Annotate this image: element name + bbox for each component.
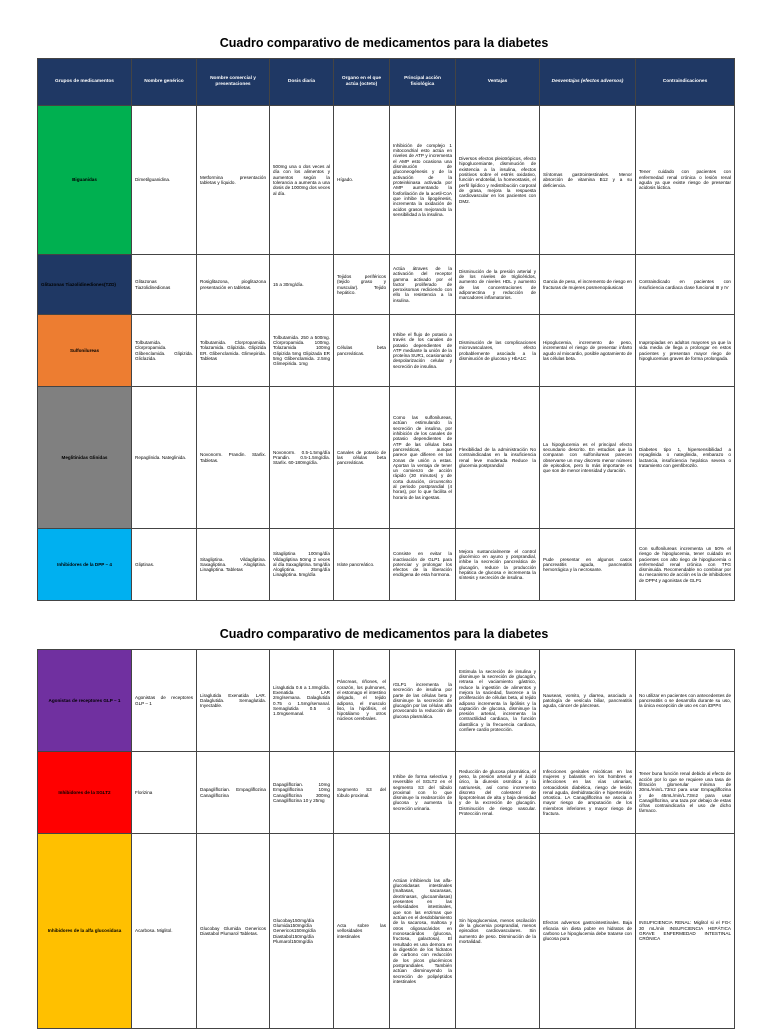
group-cell-glp1: Agonistas de receptores GLP – 1 <box>38 650 132 752</box>
commercial-name-cell: Dapagliflozian. Empagliflozina Canagliflozina <box>197 752 270 834</box>
contraindications-cell: No utilizar en pacientes con antecedentes de pancreatitis o se desarrolla durante su uso, la única excepción de uso es con iDPP4 <box>636 650 735 752</box>
page-title-2: Cuadro comparativo de medicamentos para la diabetes <box>219 627 549 641</box>
action-cell: Como las sulfonilureas, actúan estimulando la secreción de insulina, por inhibición de los canales de potasio dependientes de ATP de las células beta pancreáticas, aunque parece que difieren en las zonas de unión a estas. Aportan la ventaja de tener un comienzo de acción rápido (30 minutos) y de corta duración, circunscrito al periodo postprandial (4 horas), por lo que facilita el horario de las ingestas. <box>390 387 456 529</box>
disadvantages-cell: Pude presentar en algunos casos pancreatitis aguda, pancreatitis hemorrágica y la necrosante. <box>540 529 636 601</box>
header-ventajas: Ventajas <box>456 59 540 106</box>
disadvantages-cell: Hipoglucemia, incremento de peso, incremental el riesgo de presentar infarto agudo al miocardio, posible agotamiento de las células beta. <box>540 315 636 387</box>
contraindications-cell: Con sulfonilureas incrementa un 50% el riesgo de hipoglucemia, tener cuidado en pacientes con alto riego de hipoglucemia o enfermedad renal crónica con TFG disminuida. Recomendable no combinar por su mecanismo de acción es la de inhibidores de DPP4 y agonistas de GLP1 <box>636 529 735 601</box>
disadvantages-cell: Síntomas gastrointestinales. Menor absorción de vitamina B12 y a su deficiencia. <box>540 106 636 255</box>
organ-cell: Páncreas, riñones, el corazón, los pulmones, el estomago el intestino delgado, el tejido adiposo, el musculo liso, la hipófisis, el hipotálamo y otros núcleos cerebrales. <box>334 650 390 752</box>
generic-name-cell: Dimetilguanidina. <box>132 106 197 255</box>
organ-cell: Segmento S3 del túbulo proximal. <box>334 752 390 834</box>
generic-name-cell: Acarbosa. Miglitol. <box>132 834 197 1029</box>
contraindications-cell: INSUFICIENCIA RENAL: Miglitol si el FG< 30 mL/min INSUFICIENCIA HEPÁTICA GRAVE ENFERMEDAD INTESTINAL CRÓNICA <box>636 834 735 1029</box>
dose-cell: Novonorm. 0.5-1.5mg/día Prandin. 0.5-1.5mg/día. Starlix. 60-180mg/día. <box>270 387 334 529</box>
action-cell: Actúan inhibiendo las alfa-glucosidasas intestinales (maltasas, sacarasas, dextrinasas, glucoamilasas) presentes en las vellosidades intestinales, que son las enzimas que actúan en el desdoblamiento de la sacarosa, maltosa y otros oligosacáridos en monosacáridos (glucosa, fructosa, galactosa). El resultado es una demora en la digestión de los hidratos de carbono con reducción de los picos glucémicos postprandiales. También actúan disminuyendo la secreción de polipéptidos intestinales <box>390 834 456 1029</box>
table-header-row <box>38 59 735 106</box>
contraindications-cell: Tener cuidado con pacientes con enfermedad renal crónica o lesión renal aguda ya que existe riesgo de presentar acidosis láctica. <box>636 106 735 255</box>
contraindications-cell: Diabetes tipo 1, hipersensibilidad a repaglinida o nateglinida, embarazo o lactancia, insuficiencia hepática severa o tratamiento con gemfibrozilo. <box>636 387 735 529</box>
organ-cell: Canales de potasio de las células beta pancreáticas. <box>334 387 390 529</box>
generic-name-cell: Repaglinida. Nateglinida. <box>132 387 197 529</box>
header-comercial: Nombre comercial y presentaciones <box>197 59 270 106</box>
advantages-cell: Flexibilidad de la administración No contraindicadas en la insuficiencia renal leve moderada Reduce la glucemia postprandial <box>456 387 540 529</box>
contraindications-cell: Tener buna función renal debido al efecto de acción por lo que se requiere una tasa de filtración glomerular mínima de 30mL/min/L.73m2 para usar Empagliflozina y de 45mL/min/L.73m2 para usar Canagliflozina, una taza por debajo de estas cifras contraindicaría el uso de dicho fármaco. <box>636 752 735 834</box>
header-desventajas: Desventajas (efectos adversos) <box>540 59 636 106</box>
generic-name-cell: Gliptinas. <box>132 529 197 601</box>
disadvantages-cell: Efectos adversos gastrointestinales. Baja eficacia sin dieta pobre en hidratos de carbono Le hipoglucemia debe tratarse con glucosa pura <box>540 834 636 1029</box>
group-cell-dpp4: Inhibidores de la DPP – 4 <box>38 529 132 601</box>
advantages-cell: Disminución de la presión arterial y de los niveles de triglicéridos, aumento de niveles HDL y aumento de las concentraciones de adiponectina y reducción de marcadores inflamatorios. <box>456 255 540 315</box>
advantages-cell: Estimula la secreción de insulina y disminuye la secreción de glucagón, retrasa el vaciamiento gástrico, reduce la ingestión de alimentos y mejora la saciedad, favorece a la proliferación de células beta, al tejido adiposo incrementa la lipólisis y la captación de glucosa, disminuye la presión arterial, incrementa la contractilidad cardiaca, la función diastólica y la frecuencia cardiaca, confiere cardio protección. <box>456 650 540 752</box>
table-row <box>38 529 735 601</box>
disadvantages-cell: Infecciones genitales micóticas en las mujeres y balanitis en los hombres e infecciones en las vías urinarias, cetoacidosis diabética, riesgo de lesión renal aguda, deshidratación e hipertensión ortostica. LA Canagliflozina se asocia a mayor riesgo de amputación de los miembros inferiores y mayor riesgo de fractura. <box>540 752 636 834</box>
commercial-name-cell: Rosiglitazona, pioglitazona presentación en tabletas. <box>197 255 270 315</box>
advantages-cell: Sin hipoglucemias, menos oscilación de la glucemia posprandial, menos episodios cardiovasculares. Sin aumento de peso. Disminución de la mortalidad. <box>456 834 540 1029</box>
commercial-name-cell: Novonorm. Prandin. Starlix. Tabletas. <box>197 387 270 529</box>
organ-cell: Tejidos periféricos (tejido graso y muscular). Tejido hepático. <box>334 255 390 315</box>
generic-name-cell: Glitazonas Tiazolidinedionas <box>132 255 197 315</box>
generic-name-cell: Florizina <box>132 752 197 834</box>
commercial-name-cell: Metformina presentación tabletas y líquido. <box>197 106 270 255</box>
dose-cell: Glucobay150mg/día Glumida150mg/día Genericos150mg/día Diastabol150mg/día Plumarol150mg/día <box>270 834 334 1029</box>
commercial-name-cell: Liraglutida Exenatida LAR. Dalaglutida. Semaglutida. Inyectable. <box>197 650 270 752</box>
organ-cell: Hígado. <box>334 106 390 255</box>
table-row <box>38 650 735 752</box>
table-row <box>38 315 735 387</box>
organ-cell: Acta sobre las vellosidades intestinales <box>334 834 390 1029</box>
disadvantages-cell: La hipoglucemia es el principal efecto secundario descrito. En estudios que la comparan con sulfonilureas parecen observarse un muy discreto menor número de episodios, pero lo más importante es que son de menor intensidad y duración. <box>540 387 636 529</box>
medication-table-2 <box>37 649 735 1029</box>
group-cell-alfa-glucosidasa: Inhibidores de la alfa glucosidasa <box>38 834 132 1029</box>
dose-cell: 15 a 30mg/día. <box>270 255 334 315</box>
group-cell-sglt2: Inhibidores de la SGLT2 <box>38 752 132 834</box>
header-accion: Principal acción fisiológica <box>390 59 456 106</box>
group-cell-meglitinidas: Meglitinidas Glinidas <box>38 387 132 529</box>
organ-cell: Islote pancreático. <box>334 529 390 601</box>
dose-cell: Sitagliptina 100mg/día Vildagliptina 50mg 2 veces al día Saxagliptina. 5mg/día Alogliptina. 25mg/día Linagliptina. 5mg/día <box>270 529 334 601</box>
header-grupos: Grupos de medicamentos <box>38 59 132 106</box>
disadvantages-cell: Nauseas, vomito, y diarrea, asociado a patología de vesícula biliar, pancreatitis aguda, cáncer de páncreas. <box>540 650 636 752</box>
advantages-cell: Reducción de glucosa plasmática, el peso, la presión arterial y el ácido úrico, la diuresis osmótica y la natriuresis, así como incremento discreto del colesterol de lipoproteínas de alta y baja densidad y de la excreción de glucagón. Disminución de riesgo vascular. Protección renal. <box>456 752 540 834</box>
commercial-name-cell: Tolbutamida. Clorpropamida. Tolazamida. Glipizida. Glipizida ER. Glibenclamida. Glimepirida. Tabletas <box>197 315 270 387</box>
contraindications-cell: Inapropiadas en adultos mayores ya que la vida media de llega a prolongar en estos pacientes y presentan mayor riego de hipoglucemias graves de forma prolongada. <box>636 315 735 387</box>
group-cell-sulfonilureas: Sulfonilureas <box>38 315 132 387</box>
dose-cell: Liraglutida 0.6 a 1.8mg/día. Exenatida LAR 2mg/semana. Dalaglutida 0.75 o 1.5mg/semanal. Semaglutida 0.5 o 1.0mgsemanal. <box>270 650 334 752</box>
table-row <box>38 752 735 834</box>
action-cell: rGLP1 incrementa la secreción de insulina por parte de las células beta y disminuye la secreción de glucagón por las células alfa provocando la reducción de glucosa plasmática. <box>390 650 456 752</box>
table-row <box>38 255 735 315</box>
header-generico: Nombre genérico <box>132 59 197 106</box>
table-row <box>38 106 735 255</box>
dose-cell: Dapagliflozian. 10mg Empagliflozina 10mg Canagliflozina 300mg Canagliflozina 10 y 25mg <box>270 752 334 834</box>
group-cell-biguanidas: Biguanidas <box>38 106 132 255</box>
commercial-name-cell: Sitagliptina. Vildagliptina. Saxagliptina. Alogliptina. Linagliptina. Tabletas <box>197 529 270 601</box>
header-contraindicaciones: Contraindicaciones <box>636 59 735 106</box>
action-cell: Inhibe el flujo de potasio a través de los canales de potasio dependientes de ATP mediante la unión de la proteína SUR1, ocasionando despolarización celular y secreción de insulina. <box>390 315 456 387</box>
generic-name-cell: Agonistas de receptores GLP – 1 <box>132 650 197 752</box>
group-cell-glitazonas: Glitazonas Tiazolidinediones(TZD) <box>38 255 132 315</box>
action-cell: Inhibición de complejo 1 mitocondrial esto actúa en niveles de ATP y incrementa el AMP esto ocasiona una disminución de gluconeogénesis y de la activación de la proteinkinasa activada por AMP aumentando la fosforilación de la acetil-CoA que inhibe la lipogénesis, incrementa la oxidación de acidos grasos mejorando la sensibilidad a la insulina. <box>390 106 456 255</box>
commercial-name-cell: Glucobay Glumida Genericos Diastabol Plumarol Tabletas. <box>197 834 270 1029</box>
header-dosis: Dosis diaria <box>270 59 334 106</box>
organ-cell: Células beta pancreáticas. <box>334 315 390 387</box>
medication-table-1 <box>37 58 735 601</box>
page-title: Cuadro comparativo de medicamentos para la diabetes <box>219 36 549 50</box>
generic-name-cell: Tolbutamida. Clorpropamida. Glibenclamida. Glipizida. Gliclazida. <box>132 315 197 387</box>
disadvantages-cell: Gancia de peso, el incremento de riesgo en fracturas de mujeres posmenopáusicas <box>540 255 636 315</box>
table-row <box>38 387 735 529</box>
advantages-cell: Mejora sustancialmente el control glucémico en ayuno y posprandial, inhibe la secreción pancreática de glucagón, reduce la producción hepática de glucosa e incrementa la síntesis y secreción de insulina. <box>456 529 540 601</box>
dose-cell: Tolbutamida. 250 a 500mg. Clorpropamida. 100mg. Tolazamida 100mg Glipizida 5mg Glipizada ER 5mg Glibenclamida. 2.5mg Glimepirida. 1mg <box>270 315 334 387</box>
contraindications-cell: Contraindicado en pacientes con insuficiencia cardiaca clase funcional III y IV <box>636 255 735 315</box>
header-organo: Organo en el que actúa (octeto) <box>334 59 390 106</box>
dose-cell: 500mg una o dos veces al día con los alimentos y aumentos según la tolerancia a aumenta a una dosis de 1000mg dos veces al día. <box>270 106 334 255</box>
action-cell: Inhibe de forma selectiva y reversible el SGLT2 en el segmento S3 del túbulo proximal con lo que disminuye la reabsorción de glucosa y aumenta la secreción urinaria. <box>390 752 456 834</box>
table-row <box>38 834 735 1029</box>
advantages-cell: Diversos efectos pleiotrópicos, efecto hipoglucemiante, disminución de existencia a la insulina, efectos positivos sobre el estrés oxidativo, función endotelial, la homeostasis, el perfil lipídico y redistribución corporal de grasa, mejora la respuesta cardiovascular en los pacientes con DM2. <box>456 106 540 255</box>
advantages-cell: Disminución de las complicaciones microvasculares, efecto probablemente asociado a la disminución de glucosa y HbA1C <box>456 315 540 387</box>
action-cell: Actúa átraves de la activación del receptor gamma activado por el factor proliferado de peroxisomas rediciendo con ello la resistencia a la insulina. <box>390 255 456 315</box>
action-cell: Consiste en evitar la inactivación de GLP1 para potenciar y prolongar los efectos de la liberación endógena de esta hormona. <box>390 529 456 601</box>
